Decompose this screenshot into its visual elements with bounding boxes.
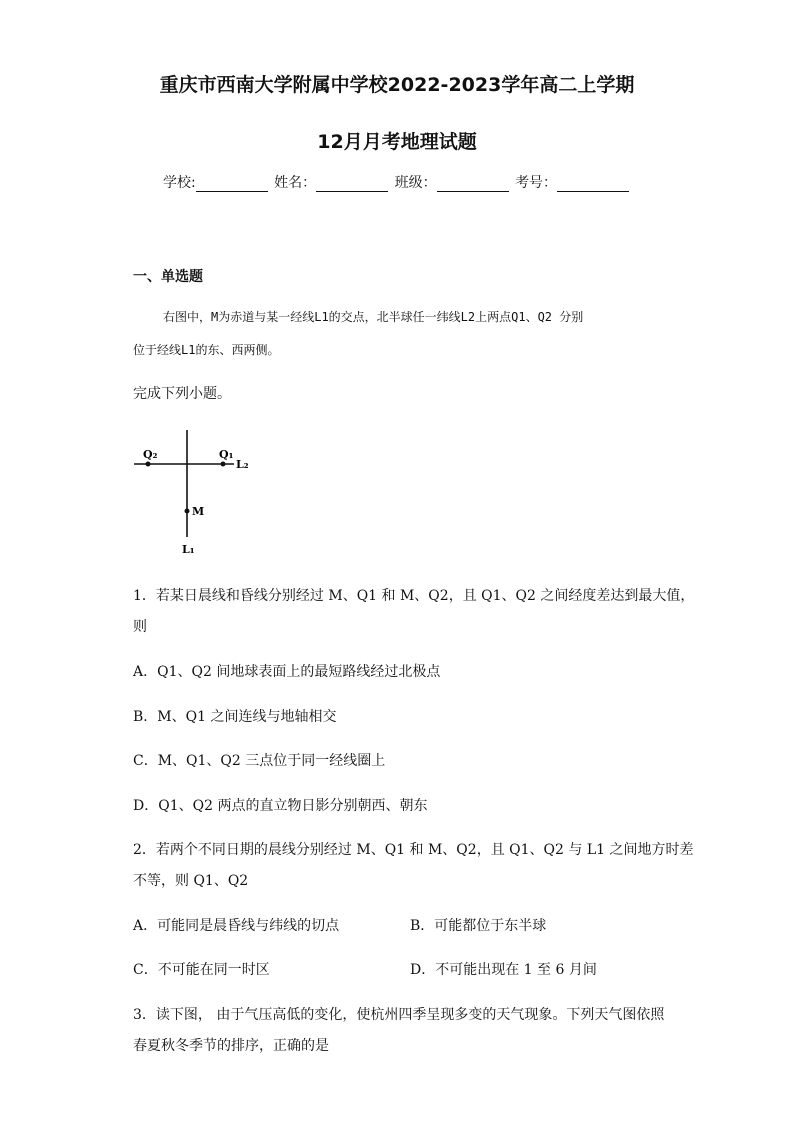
- question-2-stem-line2: 不等，则 Q1、Q2: [133, 873, 249, 889]
- student-info-row: [0, 172, 794, 192]
- name-label: 姓名：: [274, 175, 317, 191]
- exam-number-blank[interactable]: [557, 177, 629, 192]
- class-label: 班级：: [394, 175, 437, 191]
- question-3-stem-line1: 3．读下图， 由于气压高低的变化，使杭州四季呈现多变的天气现象。下列天气图依照: [133, 1007, 665, 1023]
- material-line2: 位于经线L1的东、西两侧。: [133, 343, 280, 357]
- question-1-option-d[interactable]: D．Q1、Q2 两点的直立物日影分别朝西、朝东: [133, 798, 428, 814]
- question-2-option-d[interactable]: D．不可能出现在 1 至 6 月间: [410, 962, 597, 978]
- section-title: 一、单选题: [133, 269, 203, 285]
- m-label: M: [192, 505, 205, 518]
- question-1-stem-line2: 则: [133, 619, 147, 635]
- question-2-option-b[interactable]: B．可能都位于东半球: [410, 918, 547, 934]
- q2-label: Q₂: [143, 448, 158, 461]
- question-3-stem-line2: 春夏秋冬季节的排序，正确的是: [133, 1038, 329, 1054]
- question-1-stem-line1: 1．若某日晨线和昏线分别经过 M、Q1 和 M、Q2，且 Q1、Q2 之间经度差达到最大值，: [133, 588, 695, 604]
- point-m-dot: [185, 509, 190, 514]
- material-line1: 右图中，M为赤道与某一经线L1的交点，北半球任一纬线L2上两点Q1、Q2 分别: [163, 310, 584, 324]
- point-q2-dot: [146, 462, 151, 467]
- class-blank[interactable]: [437, 177, 509, 192]
- question-2-stem-line1: 2．若两个不同日期的晨线分别经过 M、Q1 和 M、Q2，且 Q1、Q2 与 L1 之间地方时差: [133, 842, 694, 858]
- latitude-longitude-diagram: [130, 425, 260, 560]
- point-q1-dot: [221, 462, 226, 467]
- l2-label: L₂: [236, 458, 249, 471]
- question-2-option-a[interactable]: A．可能同是晨昏线与纬线的切点: [133, 918, 340, 934]
- l1-label: L₁: [182, 543, 195, 556]
- exam-title-line2: 12月月考地理试题: [317, 131, 477, 153]
- name-blank[interactable]: [316, 177, 388, 192]
- school-label: 学校:: [162, 175, 196, 191]
- exam-number-label: 考号：: [515, 175, 558, 191]
- school-blank[interactable]: [196, 177, 268, 192]
- question-1-option-c[interactable]: C．M、Q1、Q2 三点位于同一经线圈上: [133, 753, 386, 769]
- question-1-option-b[interactable]: B．M、Q1 之间连线与地轴相交: [133, 709, 337, 725]
- q1-label: Q₁: [219, 448, 234, 461]
- exam-title-line1: 重庆市西南大学附属中学校2022-2023学年高二上学期: [159, 74, 635, 96]
- question-2-option-c[interactable]: C．不可能在同一时区: [133, 962, 270, 978]
- question-1-option-a[interactable]: A．Q1、Q2 间地球表面上的最短路线经过北极点: [133, 664, 441, 680]
- instruction-text: 完成下列小题。: [133, 386, 231, 402]
